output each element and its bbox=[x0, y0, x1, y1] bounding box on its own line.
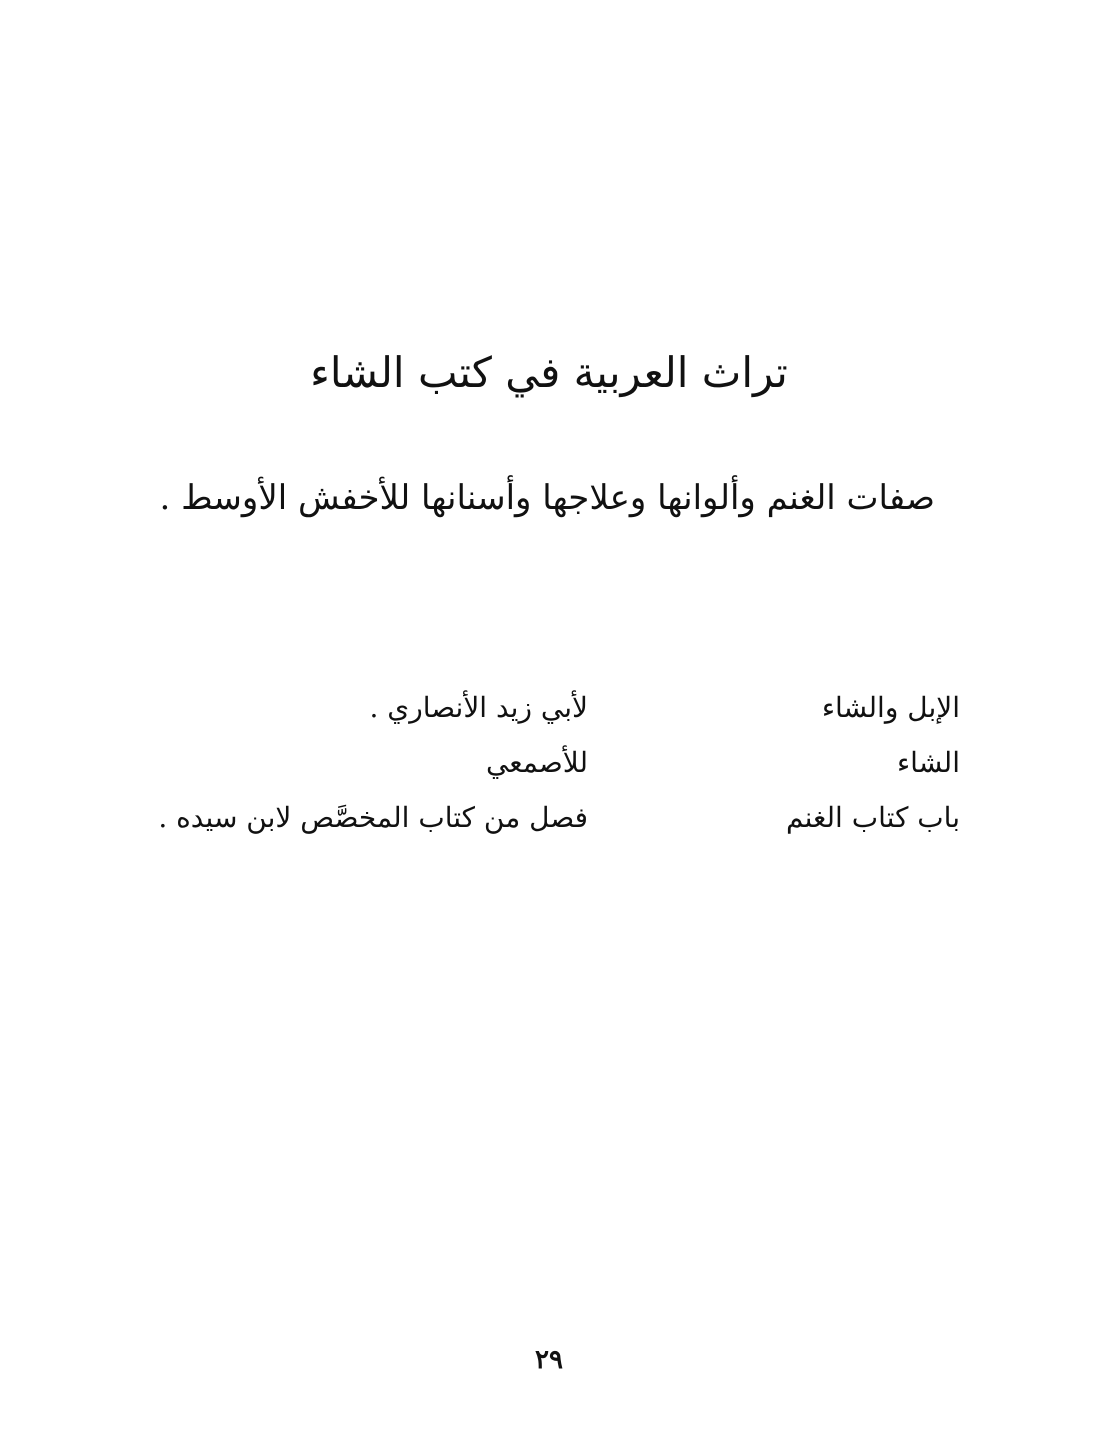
list-item bbox=[0, 798, 1098, 853]
book-list bbox=[0, 688, 1098, 853]
book-title: باب كتاب الغنم bbox=[785, 801, 960, 834]
page-title: تراث العربية في كتب الشاء bbox=[310, 348, 788, 397]
book-author: فصل من كتاب المخصَّص لابن سيده . bbox=[158, 801, 588, 834]
book-title: الشاء bbox=[897, 746, 960, 779]
page-number: ٢٩ bbox=[535, 1345, 563, 1375]
book-author: لأبي زيد الأنصاري . bbox=[369, 691, 588, 724]
list-item bbox=[0, 743, 1098, 798]
book-title: الإبل والشاء bbox=[821, 691, 960, 724]
list-item bbox=[0, 688, 1098, 743]
section-subtitle: صفات الغنم وألوانها وعلاجها وأسنانها للأخفش الأوسط . bbox=[159, 478, 935, 518]
book-author: للأصمعي bbox=[485, 746, 588, 779]
